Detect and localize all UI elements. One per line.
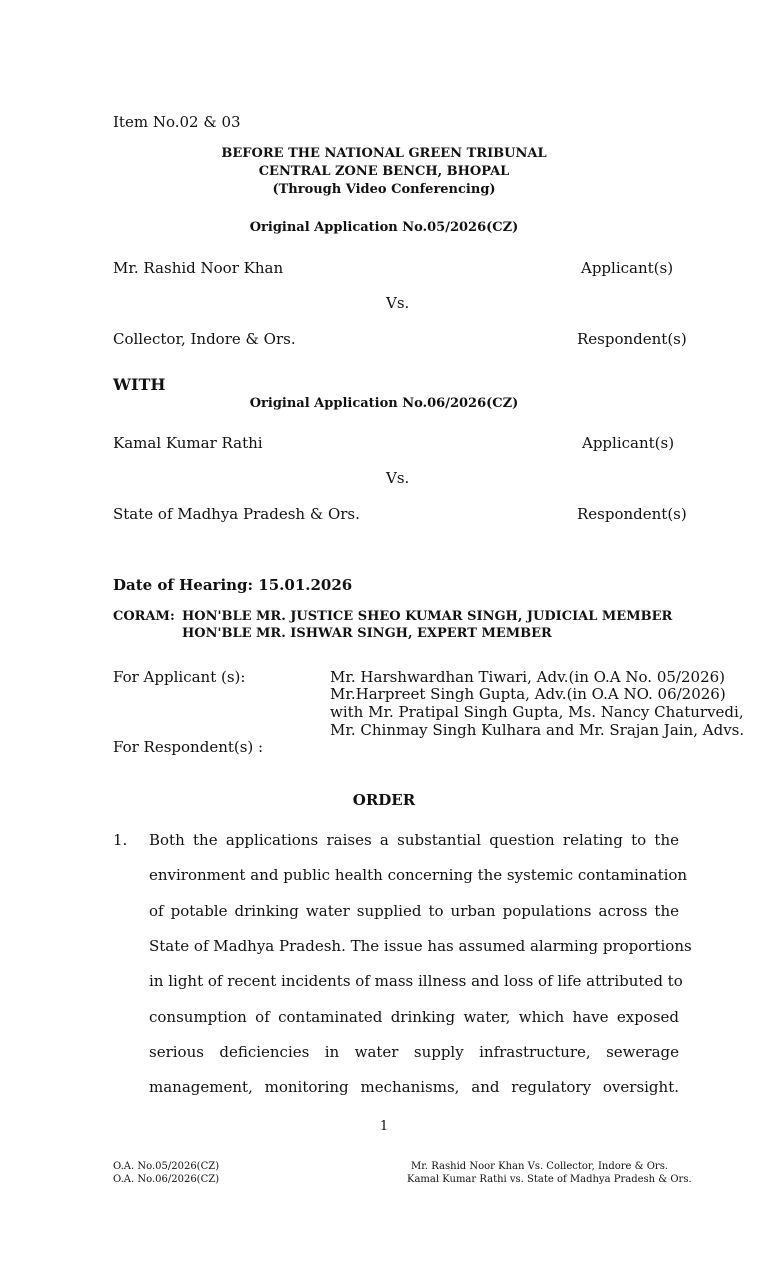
case1-vs: Vs. <box>386 294 410 312</box>
case1-respondent-name: Collector, Indore & Ors. <box>113 330 296 348</box>
applicant-counsel-line: Mr. Harshwardhan Tiwari, Adv.(in O.A No. 05/2026) <box>330 668 726 686</box>
with-label: WITH <box>113 375 166 394</box>
footer-case-number: O.A. No.06/2026(CZ) <box>113 1174 220 1185</box>
footer-case-title: Kamal Kumar Rathi vs. State of Madhya Pradesh & Ors. <box>407 1174 692 1185</box>
paragraph-line: State of Madhya Pradesh. The issue has assumed alarming proportions <box>149 937 692 955</box>
case2-applicant-name: Kamal Kumar Rathi <box>113 434 263 452</box>
case1-title: Original Application No.05/2026(CZ) <box>249 220 519 235</box>
case1-applicant-role: Applicant(s) <box>581 259 674 277</box>
coram-label: CORAM: <box>113 609 175 624</box>
paragraph-line: in light of recent incidents of mass illness and loss of life attributed to <box>149 972 683 990</box>
paragraph-line: of potable drinking water supplied to urban populations across the <box>149 902 679 920</box>
bench-heading: CENTRAL ZONE BENCH, BHOPAL <box>258 164 510 179</box>
footer-case-title: Mr. Rashid Noor Khan Vs. Collector, Indore & Ors. <box>411 1161 669 1172</box>
item-number: Item No.02 & 03 <box>113 113 241 131</box>
paragraph-line: management, monitoring mechanisms, and regulatory oversight. <box>149 1078 679 1096</box>
case1-applicant-name: Mr. Rashid Noor Khan <box>113 259 284 277</box>
date-of-hearing: Date of Hearing: 15.01.2026 <box>113 576 353 594</box>
paragraph-line: consumption of contaminated drinking water, which have exposed <box>149 1008 679 1026</box>
case2-respondent-role: Respondent(s) <box>577 505 687 523</box>
applicant-counsel-line: Mr. Chinmay Singh Kulhara and Mr. Srajan Jain, Advs. <box>330 721 745 739</box>
case2-vs: Vs. <box>386 469 410 487</box>
coram-member-expert: HON'BLE MR. ISHWAR SINGH, EXPERT MEMBER <box>182 626 552 641</box>
page-number: 1 <box>379 1119 389 1134</box>
case2-respondent-name: State of Madhya Pradesh & Ors. <box>113 505 360 523</box>
paragraph-line: serious deficiencies in water supply infrastructure, sewerage <box>149 1043 679 1061</box>
paragraph-number: 1. <box>113 831 128 849</box>
for-respondent-label: For Respondent(s) : <box>113 738 264 756</box>
case1-respondent-role: Respondent(s) <box>577 330 687 348</box>
case2-applicant-role: Applicant(s) <box>582 434 675 452</box>
paragraph-line: Both the applications raises a substantial question relating to the <box>149 831 679 849</box>
paragraph-line: environment and public health concerning the systemic contamination <box>149 866 688 884</box>
order-title: ORDER <box>352 791 416 809</box>
conferencing-note: (Through Video Conferencing) <box>272 182 496 197</box>
tribunal-heading: BEFORE THE NATIONAL GREEN TRIBUNAL <box>221 146 547 161</box>
case2-title: Original Application No.06/2026(CZ) <box>249 396 519 411</box>
footer-case-number: O.A. No.05/2026(CZ) <box>113 1161 220 1172</box>
applicant-counsel-line: Mr.Harpreet Singh Gupta, Adv.(in O.A NO. 06/2026) <box>330 685 726 703</box>
applicant-counsel-line: with Mr. Pratipal Singh Gupta, Ms. Nancy Chaturvedi, <box>330 703 744 721</box>
for-applicant-label: For Applicant (s): <box>113 668 246 686</box>
coram-member-judicial: HON'BLE MR. JUSTICE SHEO KUMAR SINGH, JUDICIAL MEMBER <box>182 609 673 624</box>
